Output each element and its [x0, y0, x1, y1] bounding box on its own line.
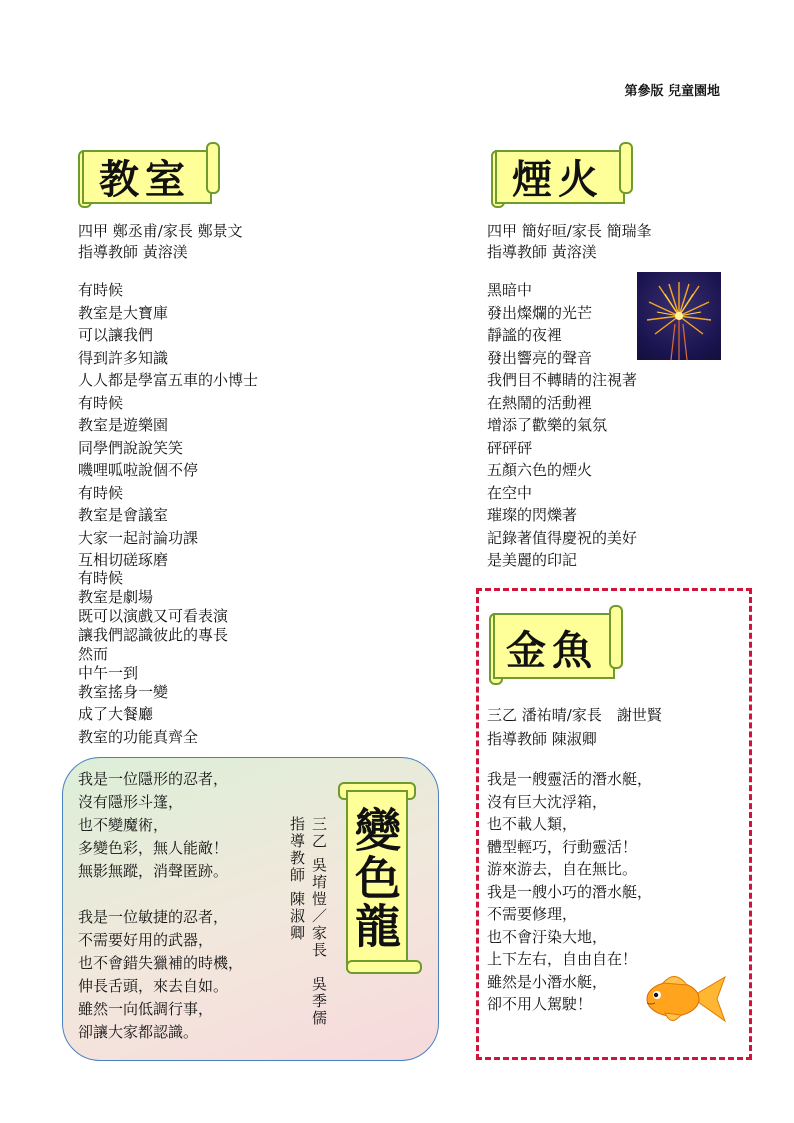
- poem-line: 人人都是學富五車的小博士: [78, 371, 259, 389]
- poem-line: 有時候: [78, 483, 124, 502]
- goldfish-image: [641, 969, 727, 1029]
- goldfish-author: 三乙 潘祐晴/家長 謝世賢: [487, 706, 662, 724]
- goldfish-title-banner: [489, 605, 621, 681]
- poem-line: 也不會汙染大地，: [487, 927, 608, 946]
- poem-line: 雖然是小潛水艇，: [487, 972, 608, 991]
- poem-line: 發出響亮的聲音: [487, 348, 593, 367]
- poem-line: 卻讓大家都認識。: [78, 1023, 199, 1041]
- classroom-teacher: 指導教師 黃溶渼: [78, 243, 188, 261]
- fireworks-poem: [487, 279, 637, 572]
- classroom-poem: [78, 279, 258, 572]
- poem-line: 我是一位敏捷的忍者，: [78, 908, 229, 926]
- poem-line: 也不變魔術，: [78, 816, 169, 834]
- poem-line: 我們目不轉睛的注視著: [487, 371, 638, 389]
- goldfish-teacher: 指導教師 陳淑卿: [487, 730, 597, 748]
- poem-line: 在空中: [487, 483, 533, 502]
- poem-line: 有時候: [78, 281, 124, 299]
- poem-line: 砰砰砰: [487, 438, 533, 457]
- poem-line: 同學們說說笑笑: [78, 438, 184, 457]
- poem-line: [78, 883, 243, 906]
- poem-line: 璀璨的閃爍著: [487, 506, 578, 524]
- poem-line: 也不會錯失獵補的時機，: [78, 954, 244, 972]
- poem-line: 體型輕巧，行動靈活！: [487, 837, 638, 856]
- poem-line: 互相切磋琢磨: [78, 551, 169, 569]
- poem-line: 既可以演戲又可看表演: [78, 607, 229, 625]
- fireworks-credit: [487, 221, 652, 263]
- fireworks-title: 煙火: [512, 155, 604, 203]
- poem-line: 發出燦爛的光芒: [487, 303, 593, 322]
- poem-line: 我是一艘小巧的潛水艇，: [487, 882, 653, 901]
- classroom-poem-end: [78, 703, 198, 748]
- poem-line: 我是一艘靈活的潛水艇，: [487, 770, 653, 788]
- poem-line: 讓我們認識彼此的專長: [78, 626, 229, 644]
- chameleon-author: 三乙 吳堉愷／家長 吳季儒: [310, 816, 328, 1027]
- poem-line: 五顏六色的煙火: [487, 461, 593, 479]
- classroom-author: 四甲 鄭丞甫/家長 鄭景文: [78, 222, 243, 240]
- poem-line: 記錄著值得慶祝的美好: [487, 528, 638, 547]
- poem-line: 得到許多知識: [78, 348, 169, 367]
- poem-line: 有時候: [78, 393, 124, 412]
- poem-line: 上下左右，自由自在！: [487, 950, 638, 968]
- poem-line: 靜謐的夜裡: [487, 326, 563, 344]
- poem-line: 教室是劇場: [78, 588, 154, 606]
- classroom-title-banner: [78, 142, 218, 204]
- goldfish-credit: [487, 703, 662, 751]
- poem-line: 不需要好用的武器，: [78, 931, 214, 949]
- classroom-title: 教室: [99, 155, 191, 203]
- fireworks-image: [637, 272, 721, 360]
- fireworks-title-banner: [491, 142, 631, 204]
- poem-line: 沒有隱形斗篷，: [78, 793, 184, 811]
- poem-line: 無影無蹤，消聲匿跡。: [78, 862, 229, 880]
- poem-line: 黑暗中: [487, 281, 533, 299]
- classroom-credit: [78, 221, 243, 263]
- poem-line: 中午一到: [78, 664, 139, 682]
- goldfish-title: 金魚: [506, 626, 598, 674]
- poem-line: 大家一起討論功課: [78, 528, 199, 547]
- fireworks-author: 四甲 簡好晅/家長 簡瑞夆: [487, 222, 652, 240]
- poem-line: 沒有巨大沈浮箱，: [487, 792, 608, 811]
- poem-line: 雖然一向低調行事，: [78, 1000, 214, 1018]
- poem-line: 教室是會議室: [78, 506, 169, 524]
- fireworks-teacher: 指導教師 黃溶渼: [487, 243, 597, 261]
- poem-line: 伸長舌頭，來去自如。: [78, 977, 229, 995]
- poem-line: 教室是大寶庫: [78, 303, 169, 322]
- chameleon-title-banner: [338, 782, 418, 972]
- poem-line: 也不載人類，: [487, 815, 578, 833]
- poem-line: 嘰哩呱啦說個不停: [78, 461, 199, 479]
- poem-line: 在熱鬧的活動裡: [487, 393, 593, 412]
- poem-line: 教室搖身一變: [78, 683, 169, 701]
- page-header: 第參版 兒童園地: [624, 84, 720, 99]
- chameleon-teacher: 指導教師 陳淑卿: [288, 816, 306, 942]
- poem-line: 教室是遊樂園: [78, 416, 169, 434]
- poem-line: 成了大餐廳: [78, 705, 154, 723]
- poem-line: 增添了歡樂的氣氛: [487, 416, 608, 434]
- poem-line: 卻不用人駕駛！: [487, 995, 593, 1013]
- poem-line: 然而: [78, 645, 109, 663]
- poem-line: 不需要修理，: [487, 905, 578, 923]
- poem-line: 教室的功能真齊全: [78, 727, 199, 746]
- poem-line: 是美麗的印記: [487, 551, 578, 569]
- chameleon-title: 變色龍: [348, 806, 402, 950]
- chameleon-poem: [78, 768, 243, 1044]
- poem-line: 多變色彩，無人能敵！: [78, 839, 229, 857]
- poem-line: 有時候: [78, 569, 124, 587]
- goldfish-poem: [487, 768, 652, 1016]
- poem-line: 可以讓我們: [78, 326, 154, 344]
- classroom-poem-continued: [78, 569, 228, 702]
- poem-line: 游來游去，自在無比。: [487, 860, 638, 878]
- poem-line: 我是一位隱形的忍者，: [78, 770, 229, 788]
